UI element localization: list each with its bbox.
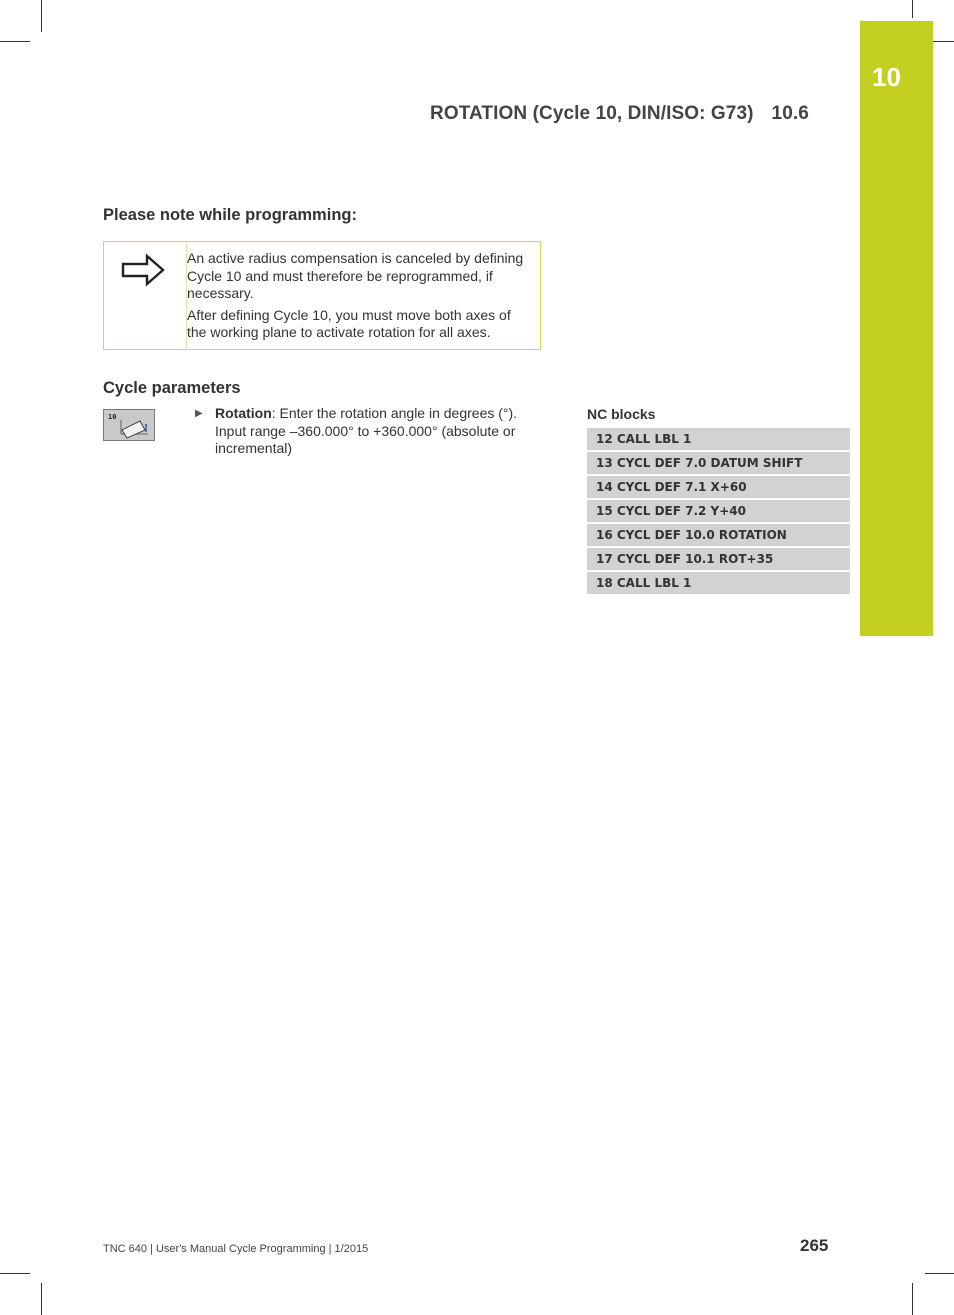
crop-mark	[912, 0, 913, 18]
cycle-parameters-heading: Cycle parameters	[103, 379, 241, 397]
crop-mark	[41, 1283, 42, 1315]
rotation-diagram-icon	[104, 410, 154, 440]
nc-block-line: 13 CYCL DEF 7.0 DATUM SHIFT	[587, 452, 850, 474]
nc-blocks-heading: NC blocks	[587, 406, 656, 422]
nc-block-line: 17 CYCL DEF 10.1 ROT+35	[587, 548, 850, 570]
crop-mark	[925, 1273, 954, 1274]
crop-mark	[41, 0, 42, 32]
nc-block-line: 18 CALL LBL 1	[587, 572, 850, 594]
nc-block-line: 16 CYCL DEF 10.0 ROTATION	[587, 524, 850, 546]
bullet-triangle-icon: ▶	[195, 408, 203, 419]
chapter-number: 10	[872, 62, 901, 92]
chapter-tab	[860, 21, 933, 636]
parameter-term: Rotation	[215, 405, 272, 421]
note-box	[103, 241, 541, 350]
crop-mark	[912, 1283, 913, 1315]
crop-mark	[0, 1273, 30, 1274]
nc-block-line: 12 CALL LBL 1	[587, 428, 850, 450]
footer-text: TNC 640 | User's Manual Cycle Programming | 1/2015	[103, 1243, 369, 1255]
note-paragraph: After defining Cycle 10, you must move both axes of the working plane to activate rotation for all axes.	[187, 306, 511, 340]
note-paragraph: An active radius compensation is canceled by defining Cycle 10 and must therefore be reprogrammed, if necessary.	[187, 250, 524, 301]
cycle-icon-label: 10	[108, 413, 117, 421]
section-number: 10.6	[771, 103, 809, 124]
section-title: ROTATION (Cycle 10, DIN/ISO: G73)	[430, 103, 754, 124]
note-heading: Please note while programming:	[103, 206, 357, 224]
nc-block-line: 15 CYCL DEF 7.2 Y+40	[587, 500, 850, 522]
section-header	[430, 103, 809, 125]
cycle-10-softkey-icon	[103, 409, 155, 441]
crop-mark	[0, 41, 30, 42]
nc-blocks-list	[587, 428, 850, 596]
page-number: 265	[800, 1236, 829, 1255]
arrow-right-outline-icon	[121, 253, 167, 287]
nc-block-line: 14 CYCL DEF 7.1 X+60	[587, 476, 850, 498]
note-text	[187, 250, 533, 346]
parameter-description: : Enter the rotation angle in degrees (°). Input range –360.000° to +360.000° (absolute or incremental)	[215, 405, 518, 456]
parameter-rotation	[195, 405, 540, 458]
